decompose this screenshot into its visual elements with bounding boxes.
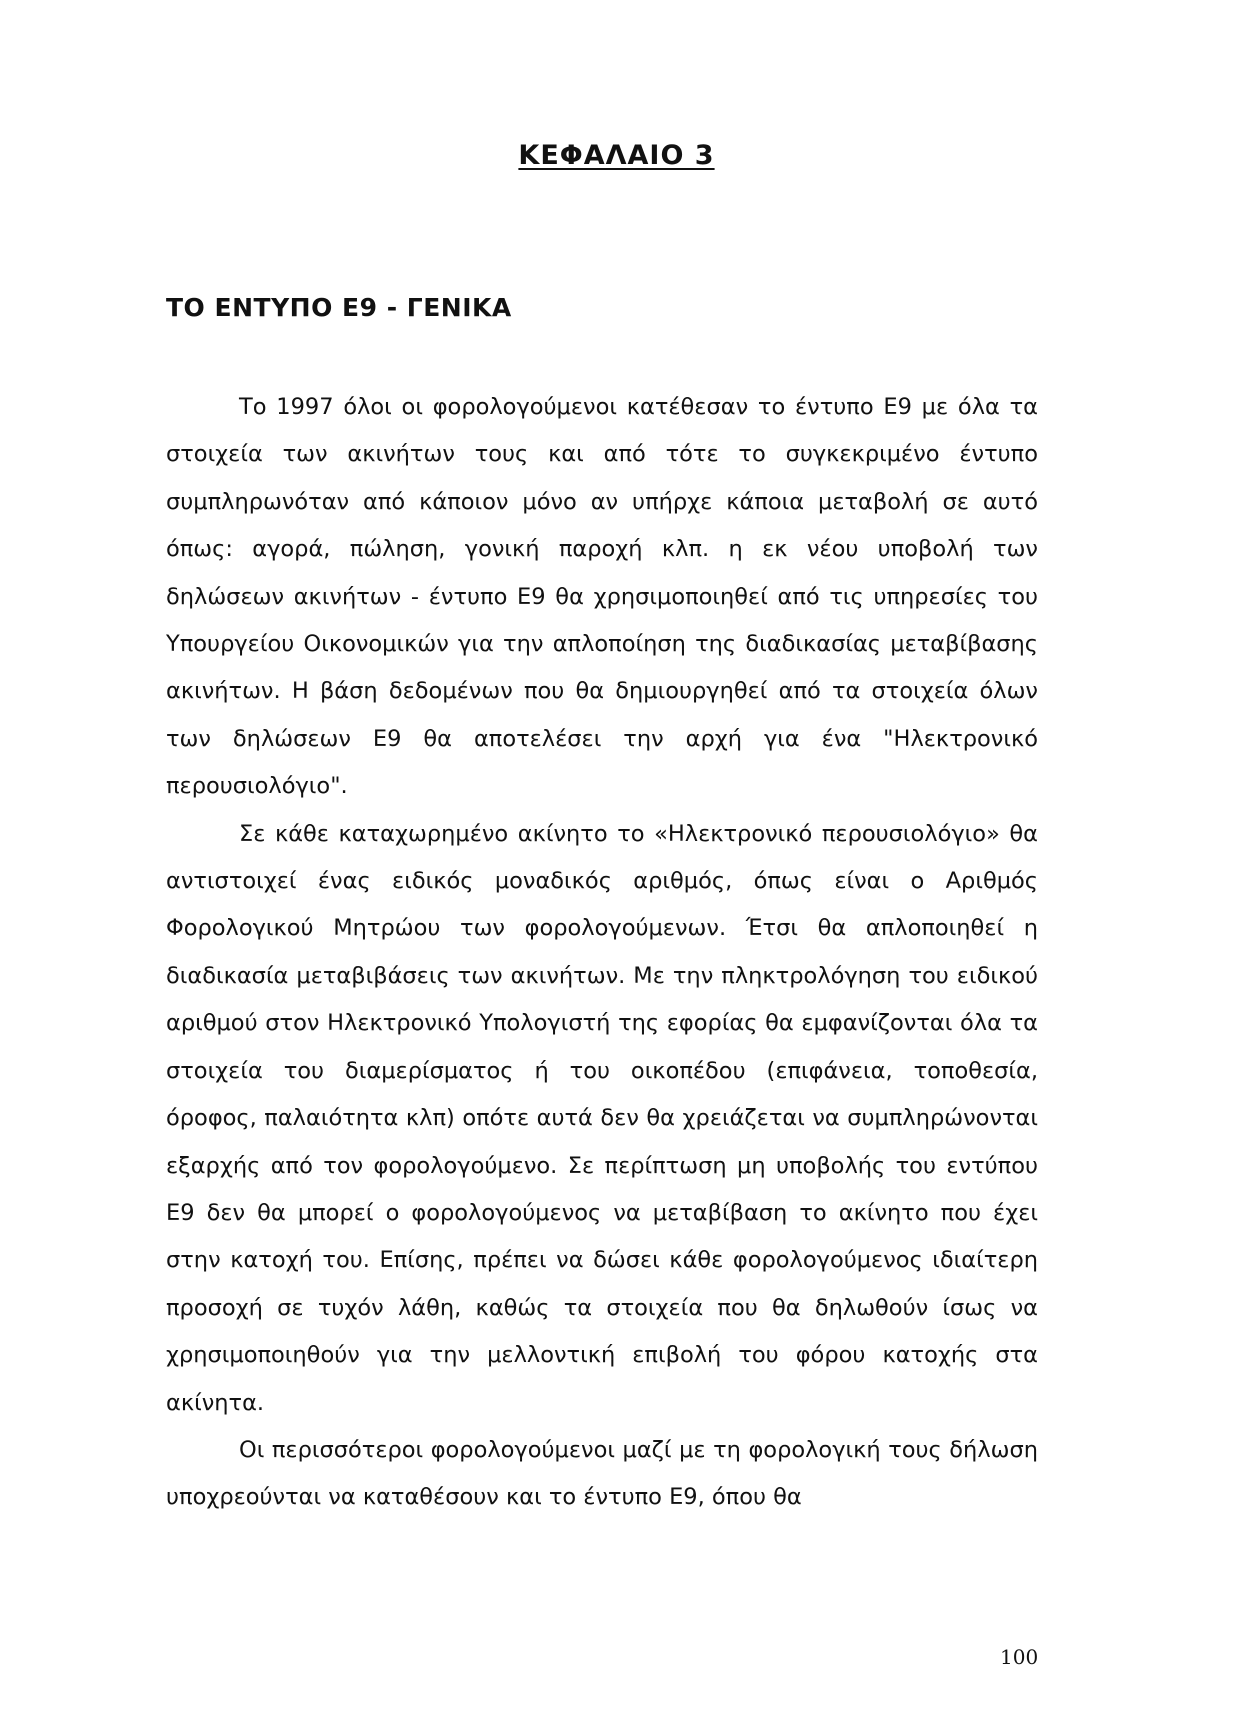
paragraph: Το 1997 όλοι οι φορολογούμενοι κατέθεσαν το έντυπο Ε9 με όλα τα στοιχεία των ακινήτων τους και από τότε το συγκεκριμένο έντυπο συμπληρωνόταν από κάποιον μόνο αν υπήρχε κάποια μεταβολή σε αυτό όπως: αγορά, πώληση, γονική παροχή κλπ. η εκ νέου υποβολή των δηλώσεων ακινήτων - έντυπο Ε9 θα χρησιμοποιηθεί από τις υπηρεσίες του Υπουργείου Οικονομικών για την απλοποίηση της διαδικασίας μεταβίβασης ακινήτων. Η βάση δεδομένων που θα δημιουργηθεί από τα στοιχεία όλων των δηλώσεων Ε9 θα αποτελέσει την αρχή για ένα "Ηλεκτρονικό περουσιολόγιο". (166, 394, 1038, 800)
page-number: 100 (1000, 1645, 1039, 1669)
paragraph: Σε κάθε καταχωρημένο ακίνητο το «Ηλεκτρονικό περουσιολόγιο» θα αντιστοιχεί ένας ειδικός μοναδικός αριθμός, όπως είναι ο Αριθμός Φορολογικού Μητρώου των φορολογούμενων. Έτσι θα απλοποιηθεί η διαδικασία μεταβιβάσεις των ακινήτων. Με την πληκτρολόγηση του ειδικού αριθμού στον Ηλεκτρονικό Υπολογιστή της εφορίας θα εμφανίζονται όλα τα στοιχεία του διαμερίσματος ή του οικοπέδου (επιφάνεια, τοποθεσία, όροφος, παλαιότητα κλπ) οπότε αυτά δεν θα χρειάζεται να συμπληρώνονται εξαρχής από τον φορολογούμενο. Σε περίπτωση μη υποβολής του εντύπου Ε9 δεν θα μπορεί ο φορολογούμενος να μεταβίβαση το ακίνητο που έχει στην κατοχή του. Επίσης, πρέπει να δώσει κάθε φορολογούμενος ιδιαίτερη προσοχή σε τυχόν λάθη, καθώς τα στοιχεία που θα δηλωθούν ίσως να χρησιμοποιηθούν για την μελλοντική επιβολή του φόρου κατοχής στα ακίνητα. (166, 820, 1038, 1416)
section-title: ΤΟ ΕΝΤΥΠΟ Ε9 - ΓΕΝΙΚΑ (166, 293, 512, 322)
paragraph: Οι περισσότεροι φορολογούμενοι μαζί με τη φορολογική τους δήλωση υποχρεούνται να καταθέσουν και το έντυπο Ε9, όπου θα (166, 1436, 1038, 1511)
chapter-heading: ΚΕΦΑΛΑΙΟ 3 (518, 140, 715, 171)
body-text (166, 384, 1038, 1522)
